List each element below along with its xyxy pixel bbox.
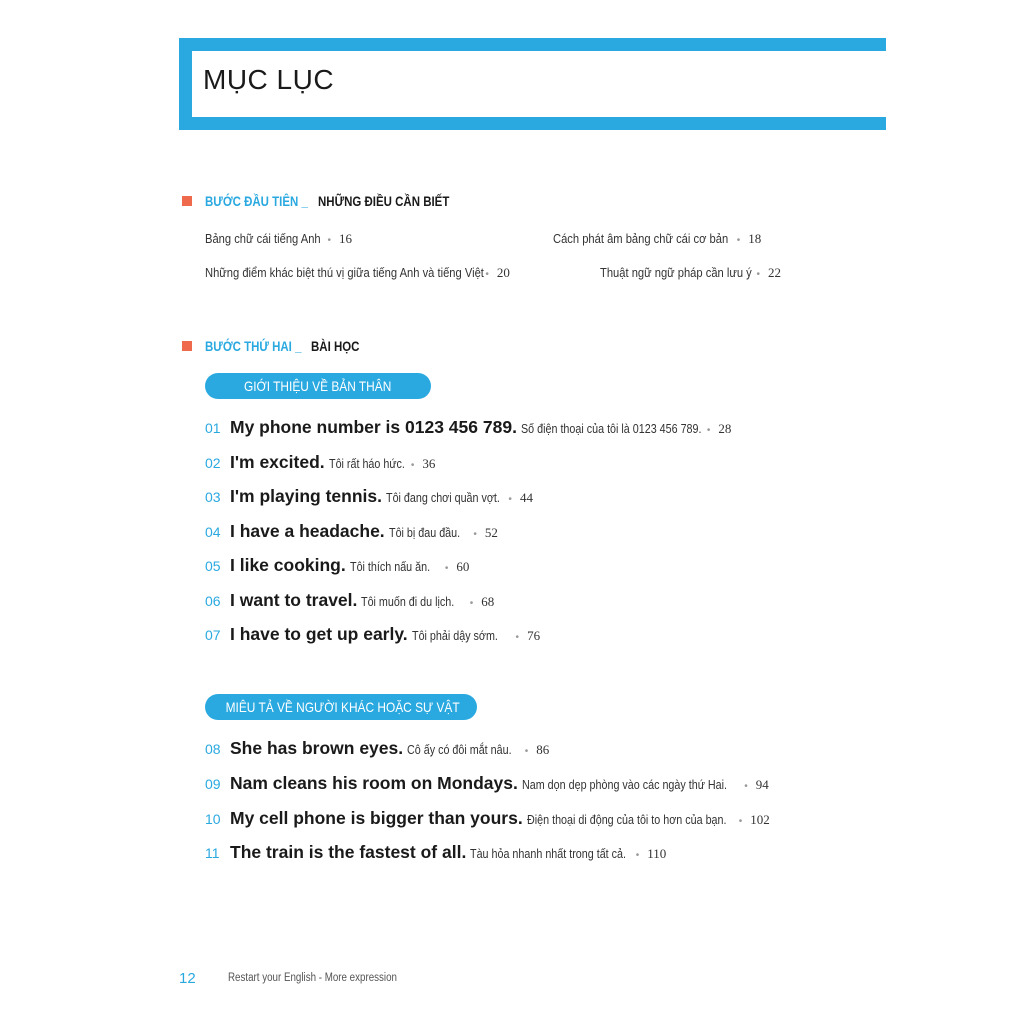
separator-dot-icon: • [756, 269, 760, 280]
lesson-english: She has brown eyes. [230, 738, 404, 758]
lesson-row[interactable] [205, 842, 666, 866]
separator-dot-icon: • [706, 425, 711, 436]
toc-ref-item[interactable] [553, 231, 761, 247]
toc-ref-item[interactable] [205, 231, 352, 247]
lesson-number: 02 [205, 455, 221, 471]
lesson-english: I want to travel. [230, 590, 358, 610]
separator-dot-icon: • [736, 235, 741, 246]
lesson-vietnamese: Tôi thích nấu ăn. [349, 560, 430, 574]
lesson-number: 01 [205, 420, 221, 436]
lesson-page: 102 [750, 812, 770, 827]
toc-ref-text: Những điểm khác biệt thú vị giữa tiếng Anh và tiếng Việt [205, 265, 484, 280]
lesson-row[interactable] [205, 555, 469, 579]
separator-dot-icon: • [508, 494, 512, 505]
lesson-number: 06 [205, 593, 221, 609]
lesson-english: I'm excited. [230, 452, 325, 472]
lesson-vietnamese: Tôi bị đau đầu. [388, 526, 460, 540]
lesson-number: 03 [205, 489, 221, 505]
lesson-vietnamese: Nam dọn dẹp phòng vào các ngày thứ Hai. [521, 778, 727, 792]
lesson-english: I'm playing tennis. [230, 486, 382, 506]
lesson-english: The train is the fastest of all. [230, 842, 467, 862]
lesson-english: I like cooking. [230, 555, 346, 575]
section-label-black: BÀI HỌC [310, 338, 360, 354]
lesson-number: 08 [205, 741, 221, 757]
lesson-row[interactable] [205, 452, 435, 476]
separator-dot-icon: • [744, 781, 748, 792]
lesson-english: I have to get up early. [230, 624, 408, 644]
toc-ref-page: 16 [338, 231, 352, 246]
lesson-row[interactable] [205, 624, 540, 648]
toc-ref-text: Cách phát âm bảng chữ cái cơ bản [553, 231, 729, 246]
lesson-row[interactable] [205, 590, 494, 614]
section-bullet-icon [182, 341, 192, 351]
section-label-blue: BƯỚC ĐẦU TIÊN _ [205, 193, 308, 209]
lesson-vietnamese: Số điện thoại của tôi là 0123 456 789. [520, 422, 702, 436]
lesson-row[interactable] [205, 773, 769, 797]
separator-dot-icon: • [410, 460, 415, 471]
lesson-number: 10 [205, 811, 221, 827]
lesson-page: 86 [536, 742, 550, 757]
footer-page-number: 12 [179, 970, 196, 987]
group-pill-2 [205, 694, 477, 720]
separator-dot-icon: • [515, 632, 520, 643]
lesson-row[interactable] [205, 521, 498, 545]
lesson-vietnamese: Cô ấy có đôi mắt nâu. [407, 743, 512, 757]
footer-book-title: Restart your English - More expression [228, 972, 397, 984]
section-heading-2 [182, 336, 370, 356]
lesson-vietnamese: Tôi phải dậy sớm. [411, 629, 498, 643]
toc-ref-page: 20 [496, 265, 510, 280]
lesson-page: 110 [647, 846, 667, 861]
lesson-vietnamese: Tàu hỏa nhanh nhất trong tất cả. [470, 847, 627, 861]
separator-dot-icon: • [485, 269, 489, 280]
section-bullet-icon [182, 196, 192, 206]
lesson-number: 07 [205, 627, 221, 643]
lesson-vietnamese: Tôi rất háo hức. [328, 457, 405, 471]
lesson-row[interactable] [205, 808, 770, 832]
lesson-page: 28 [718, 421, 732, 436]
section-label-blue: BƯỚC THỨ HAI _ [205, 338, 302, 354]
lesson-row[interactable] [205, 738, 549, 762]
group-label: MIÊU TẢ VỀ NGƯỜI KHÁC HOẶC SỰ VẬT [225, 699, 460, 715]
lesson-number: 09 [205, 776, 221, 792]
lesson-number: 11 [205, 845, 220, 861]
lesson-page: 44 [519, 490, 533, 505]
lesson-vietnamese: Tôi muốn đi du lịch. [361, 595, 455, 609]
lesson-english: Nam cleans his room on Mondays. [230, 773, 518, 793]
toc-ref-item[interactable] [600, 265, 781, 281]
toc-ref-text: Thuật ngữ ngữ pháp cần lưu ý [600, 265, 752, 280]
lesson-page: 36 [422, 456, 436, 471]
toc-ref-text: Bảng chữ cái tiếng Anh [205, 231, 321, 246]
separator-dot-icon: • [473, 529, 477, 540]
lesson-english: My phone number is 0123 456 789. [230, 417, 517, 437]
separator-dot-icon: • [635, 850, 640, 861]
section-label-black: NHỮNG ĐIỀU CẦN BIẾT [318, 193, 450, 209]
lesson-number: 04 [205, 524, 221, 540]
separator-dot-icon: • [469, 598, 474, 609]
lesson-row[interactable] [205, 417, 731, 441]
lesson-english: My cell phone is bigger than yours. [230, 808, 523, 828]
separator-dot-icon: • [444, 563, 449, 574]
toc-ref-page: 22 [767, 265, 781, 280]
lesson-page: 68 [481, 594, 495, 609]
toc-ref-page: 18 [748, 231, 762, 246]
lesson-vietnamese: Tôi đang chơi quần vợt. [385, 491, 500, 505]
separator-dot-icon: • [738, 816, 743, 827]
lesson-page: 94 [755, 777, 769, 792]
separator-dot-icon: • [327, 235, 331, 246]
lesson-english: I have a headache. [230, 521, 385, 541]
section-heading-1 [182, 191, 479, 211]
separator-dot-icon: • [524, 746, 529, 757]
group-label: GIỚI THIỆU VỀ BẢN THÂN [244, 378, 392, 394]
lesson-page: 52 [484, 525, 498, 540]
lesson-vietnamese: Điện thoại di động của tôi to hơn của bạn. [526, 813, 727, 827]
lesson-page: 60 [456, 559, 470, 574]
toc-ref-item[interactable] [205, 265, 510, 281]
group-pill-1 [205, 373, 431, 399]
page-title: MỤC LỤC [203, 64, 335, 95]
lesson-page: 76 [527, 628, 541, 643]
lesson-number: 05 [205, 558, 221, 574]
lesson-row[interactable] [205, 486, 533, 510]
